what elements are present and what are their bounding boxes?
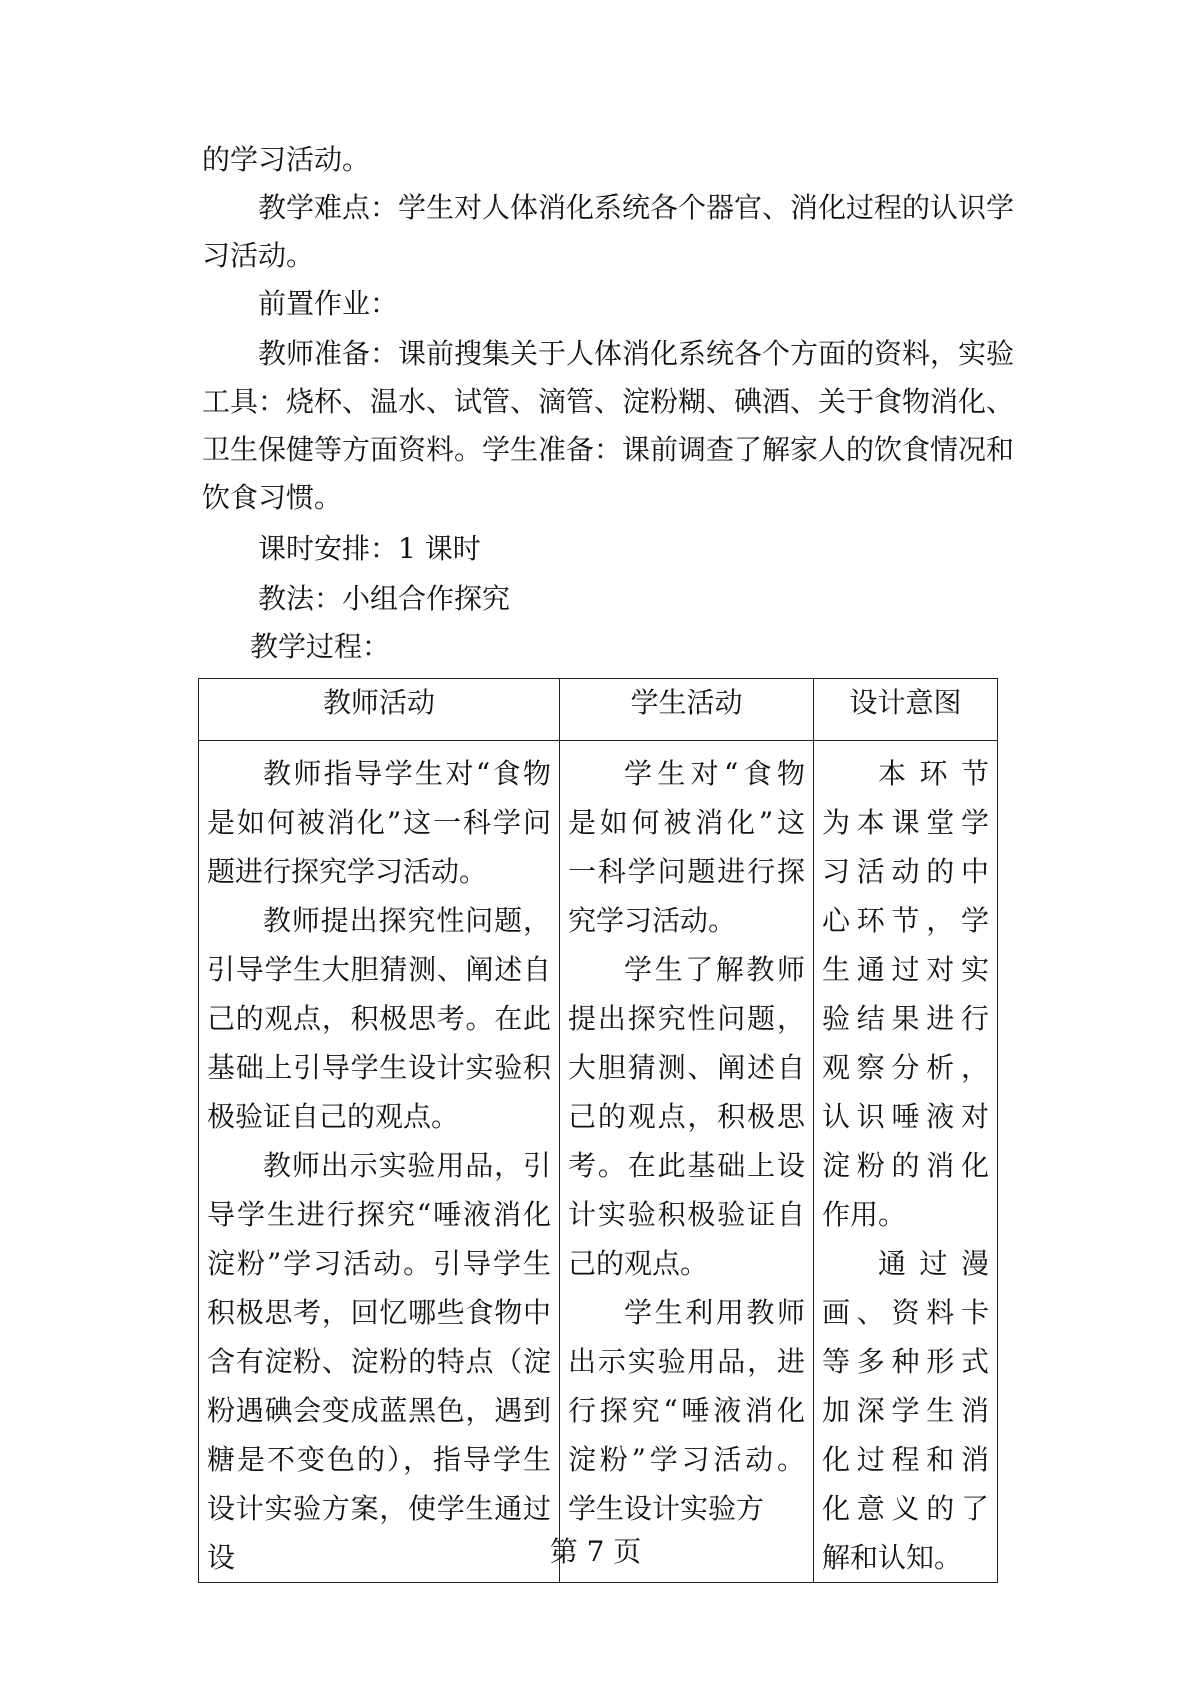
student-activity-cell <box>560 741 814 1583</box>
design-intent-cell <box>814 741 998 1583</box>
paragraph-preparation: 教师准备：课前搜集关于人体消化系统各个方面的资料，实验工具：烧杯、温水、试管、滴管、淀粉糊、碘酒、关于食物消化、卫生保健等方面资料。学生准备：课前调查了解家人的饮食情况和饮食习惯。 <box>202 337 1015 514</box>
design-paragraph: 本环节为本课堂学习活动的中心环节，学生通过对实验结果进行观察分析，认识唾液对淀粉的消化作用。 <box>822 757 989 1231</box>
design-paragraph: 通过漫画、资料卡等多种形式加深学生消化过程和消化意义的了解和认知。 <box>822 1247 989 1574</box>
student-paragraph: 学生利用教师出示实验用品，进行探究“唾液消化淀粉”学习活动。学生设计实验方 <box>568 1296 805 1525</box>
student-paragraph: 学生了解教师提出探究性问题，大胆猜测、阐述自己的观点，积极思考。在此基础上设计实验积极验证自己的观点。 <box>568 953 805 1280</box>
teacher-paragraph: 教师指导学生对“食物是如何被消化”这一科学问题进行探究学习活动。 <box>207 757 551 888</box>
paragraph-continuation: 的学习活动。 <box>202 143 371 176</box>
page-number: 第 7 页 <box>549 1535 642 1568</box>
header-design-intent: 设计意图 <box>814 679 998 741</box>
paragraph-teaching-difficulty: 教学难点：学生对人体消化系统各个器官、消化过程的认识学习活动。 <box>202 191 1015 272</box>
teacher-paragraph: 教师出示实验用品，引导学生进行探究“唾液消化淀粉”学习活动。引导学生积极思考，回忆哪些食物中含有淀粉、淀粉的特点（淀粉遇碘会变成蓝黑色，遇到糖是不变色的），指导学生设计实验方案，使学生通过设 <box>207 1149 551 1574</box>
paragraph-pre-assignment: 前置作业： <box>258 287 399 320</box>
teacher-activity-cell <box>199 741 560 1583</box>
table-row <box>199 741 998 1583</box>
lesson-table <box>198 678 998 1583</box>
header-student-activity: 学生活动 <box>560 679 814 741</box>
student-paragraph: 学生对“食物是如何被消化”这一科学问题进行探究学习活动。 <box>568 757 805 937</box>
header-teacher-activity: 教师活动 <box>199 679 560 741</box>
paragraph-teaching-method: 教法：小组合作探究 <box>258 582 511 615</box>
table-header-row <box>199 679 998 741</box>
paragraph-class-hours: 课时安排：1 课时 <box>258 532 481 565</box>
teacher-paragraph: 教师提出探究性问题，引导学生大胆猜测、阐述自己的观点，积极思考。在此基础上引导学生设计实验积极验证自己的观点。 <box>207 904 551 1133</box>
paragraph-teaching-process: 教学过程： <box>250 630 391 663</box>
